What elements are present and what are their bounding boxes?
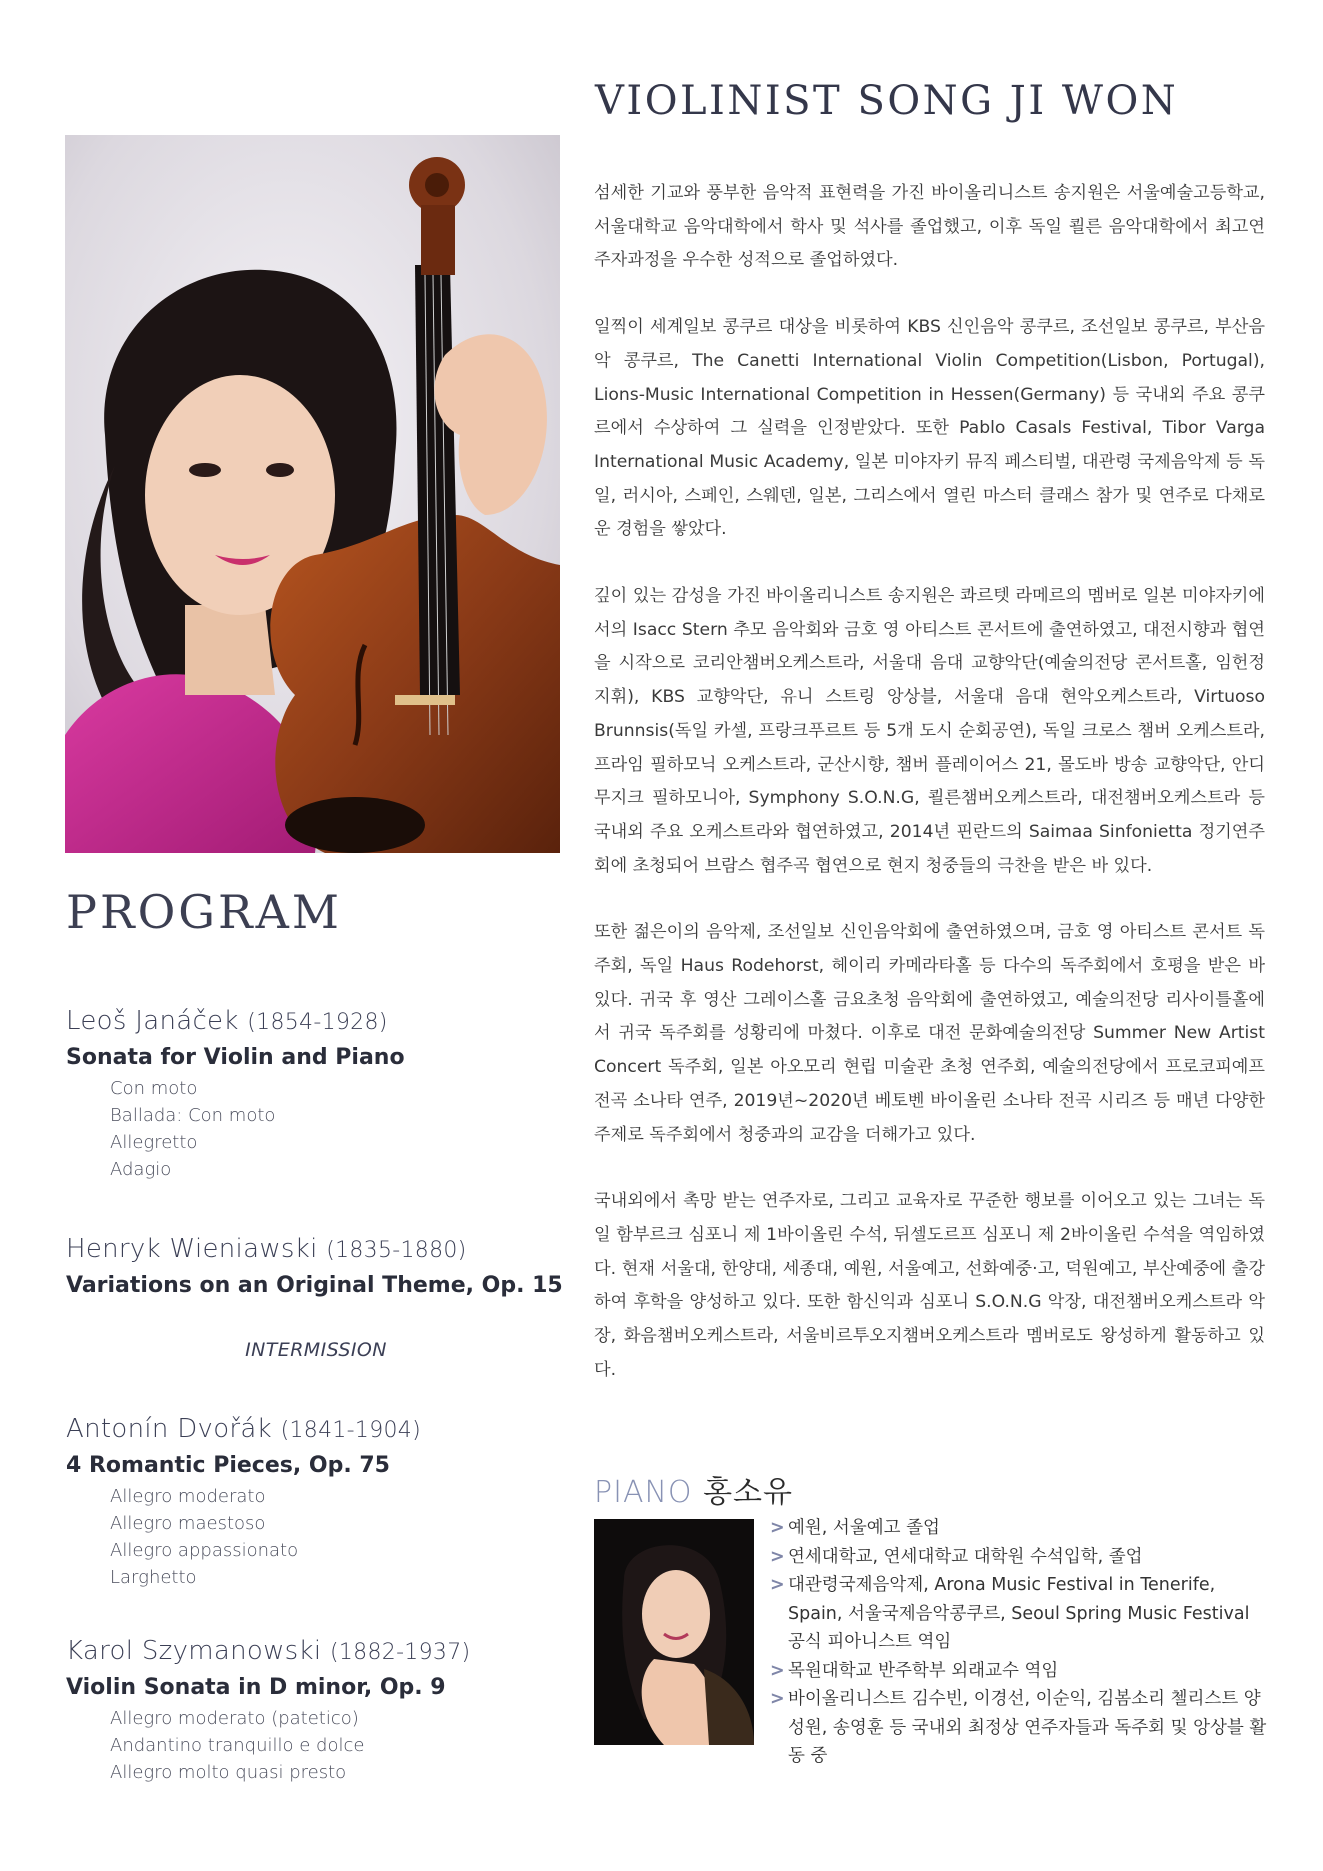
- movement: Allegro appassionato: [110, 1540, 299, 1561]
- movement: Larghetto: [110, 1567, 197, 1588]
- list-item: [770, 1514, 1270, 1543]
- pianist-name: 홍소유: [703, 1475, 794, 1510]
- movement: Adagio: [110, 1159, 172, 1180]
- list-item-text: 목원대학교 반주학부 외래교수 역임: [788, 1660, 1059, 1681]
- piano-label: PIANO: [594, 1475, 693, 1510]
- work-title: 4 Romantic Pieces, Op. 75: [66, 1453, 390, 1478]
- intermission-label: INTERMISSION: [245, 1339, 387, 1361]
- composer-name-text: Antonín Dvořák: [66, 1414, 273, 1444]
- movement: Allegro molto quasi presto: [110, 1762, 347, 1783]
- bio-paragraph: 또한 젊은이의 음악제, 조선일보 신인음악회에 출연하였으며, 금호 영 아티스트 콘서트 독주회, 독일 Haus Rodehorst, 헤이리 카메라타홀 등 다수의 독주회에서 호평을 받은 바 있다. 귀국 후 영산 그레이스홀 금요초청 음악회에 출연하였고, 예술의전당 리사이틀홀에서 귀국 독주회를 성황리에 마쳤다. 이후로 대전 문화예술의전당 Summer New Artist Concert 독주회, 일본 아오모리 현립 미술관 초청 연주회, 예술의전당에서 프로코피예프 전곡 소나타 연주, 2019년~2020년 베토벤 바이올린 소나타 전곡 시리즈 등 매년 다양한 주제로 독주회에서 청중과의 교감을 더해가고 있다.: [594, 922, 1265, 1145]
- composer-name-text: Henryk Wieniawski: [66, 1234, 318, 1264]
- bio-paragraph: 국내외에서 촉망 받는 연주자로, 그리고 교육자로 꾸준한 행보를 이어오고 있는 그녀는 독일 함부르크 심포니 제 1바이올린 수석, 뒤셀도르프 심포니 제 2바이올린 수석을 역임하였다. 현재 서울대, 한양대, 세종대, 예원, 서울예고, 선화예중·고, 덕원예고, 부산예중에 출강하여 후학을 양성하고 있다. 또한 함신익과 심포니 S.O.N.G 악장, 대전챔버오케스트라 악장, 화음챔버오케스트라, 서울비르투오지챔버오케스트라 멤버로도 왕성하게 활동하고 있다.: [594, 1191, 1265, 1380]
- composer-name: [66, 1231, 566, 1269]
- program-piece: [66, 1003, 566, 1183]
- chevron-right-icon: >: [770, 1660, 785, 1681]
- movement-list: [66, 1075, 566, 1183]
- program-piece: [66, 1411, 566, 1591]
- program-piece: [66, 1231, 566, 1303]
- list-item-text: 바이올리니스트 김수빈, 이경선, 이순익, 김봄소리 첼리스트 양성원, 송영훈 등 국내외 최정상 연주자들과 독주회 및 앙상블 활동 중: [788, 1689, 1267, 1766]
- movement: Con moto: [110, 1078, 198, 1099]
- composer-name-text: Karol Szymanowski: [66, 1636, 322, 1666]
- composer-name: [66, 1633, 566, 1671]
- movement: Allegro moderato: [110, 1486, 266, 1507]
- violinist-photo: [65, 135, 560, 853]
- chevron-right-icon: >: [770, 1546, 785, 1567]
- movement: Allegro moderato (patetico): [110, 1708, 359, 1729]
- composer-years: (1882-1937): [330, 1640, 471, 1665]
- program-title: PROGRAM: [66, 885, 342, 939]
- list-item-text: 대관령국제음악제, Arona Music Festival in Tenerife, Spain, 서울국제음악콩쿠르, Seoul Spring Music Festival 공식 피아니스트 역임: [788, 1575, 1250, 1652]
- composer-name: [66, 1411, 566, 1449]
- list-item: [770, 1685, 1270, 1771]
- movement: Allegro maestoso: [110, 1513, 266, 1534]
- composer-years: (1854-1928): [247, 1010, 388, 1035]
- program-list: [66, 1003, 566, 1786]
- composer-name-text: Leoš Janáček: [66, 1006, 239, 1036]
- list-item: [770, 1571, 1270, 1657]
- chevron-right-icon: >: [770, 1575, 785, 1595]
- violinist-bio: [594, 177, 1265, 1421]
- composer-years: (1835-1880): [326, 1238, 467, 1263]
- list-item: [770, 1657, 1270, 1686]
- movement: Andantino tranquillo e dolce: [110, 1735, 365, 1756]
- work-title: Variations on an Original Theme, Op. 15: [66, 1273, 563, 1298]
- list-item-text: 연세대학교, 연세대학교 대학원 수석입학, 졸업: [788, 1546, 1143, 1567]
- bio-paragraph: 일찍이 세계일보 콩쿠르 대상을 비롯하여 KBS 신인음악 콩쿠르, 조선일보 콩쿠르, 부산음악 콩쿠르, The Canetti International Violin Competition(Lisbon, Portugal), Lions-Music International Competition in Hessen(Germany) 등 국내외 주요 콩쿠르에서 수상하여 그 실력을 인정받았다. 또한 Pablo Casals Festival, Tibor Varga International Music Academy, 일본 미야자키 뮤직 페스티벌, 대관령 국제음악제 등 독일, 러시아, 스페인, 스웨덴, 일본, 그리스에서 열린 마스터 클래스 참가 및 연주로 다채로운 경험을 쌓았다.: [594, 317, 1265, 540]
- movement-list: [66, 1483, 566, 1591]
- program-piece: [66, 1633, 566, 1786]
- list-item-text: 예원, 서울예고 졸업: [788, 1518, 940, 1538]
- chevron-right-icon: >: [770, 1689, 785, 1709]
- movement: Allegretto: [110, 1132, 198, 1153]
- bio-paragraph: 깊이 있는 감성을 가진 바이올리니스트 송지원은 콰르텟 라메르의 멤버로 일본 미야자키에서의 Isacc Stern 추모 음악회와 금호 영 아티스트 콘서트에 출연하였고, 대전시향과 협연을 시작으로 코리안챔버오케스트라, 서울대 음대 교향악단(예술의전당 콘서트홀, 임헌정 지휘), KBS 교향악단, 유니 스트링 앙상블, 서울대 음대 현악오케스트라, Virtuoso Brunnsis(독일 카셀, 프랑크푸르트 등 5개 도시 순회공연), 독일 크로스 챔버 오케스트라, 프라임 필하모닉 오케스트라, 군산시향, 챔버 플레이어스 21, 몰도바 방송 교향악단, 안디무지크 필하모니아, Symphony S.O.N.G, 쾰른챔버오케스트라, 대전챔버오케스트라 등 국내외 주요 오케스트라와 협연하였고, 2014년 핀란드의 Saimaa Sinfonietta 정기연주회에 초청되어 브람스 협주곡 협연으로 현지 청중들의 극찬을 받은 바 있다.: [594, 586, 1265, 876]
- movement-list: [66, 1705, 566, 1786]
- page-title: VIOLINIST SONG JI WON: [595, 78, 1179, 124]
- composer-years: (1841-1904): [280, 1418, 421, 1443]
- pianist-photo: [594, 1519, 754, 1745]
- list-item: [770, 1543, 1270, 1572]
- bio-paragraph: 섬세한 기교와 풍부한 음악적 표현력을 가진 바이올리니스트 송지원은 서울예술고등학교, 서울대학교 음악대학에서 학사 및 석사를 졸업했고, 이후 독일 쾰른 음악대학에서 최고연주자과정을 우수한 성적으로 졸업하였다.: [594, 183, 1265, 271]
- chevron-right-icon: >: [770, 1518, 785, 1538]
- composer-name: [66, 1003, 566, 1041]
- movement: Ballada: Con moto: [110, 1105, 276, 1126]
- pianist-bio-list: [770, 1514, 1270, 1771]
- piano-heading: [594, 1467, 793, 1511]
- work-title: Violin Sonata in D minor, Op. 9: [66, 1675, 446, 1700]
- work-title: Sonata for Violin and Piano: [66, 1045, 405, 1070]
